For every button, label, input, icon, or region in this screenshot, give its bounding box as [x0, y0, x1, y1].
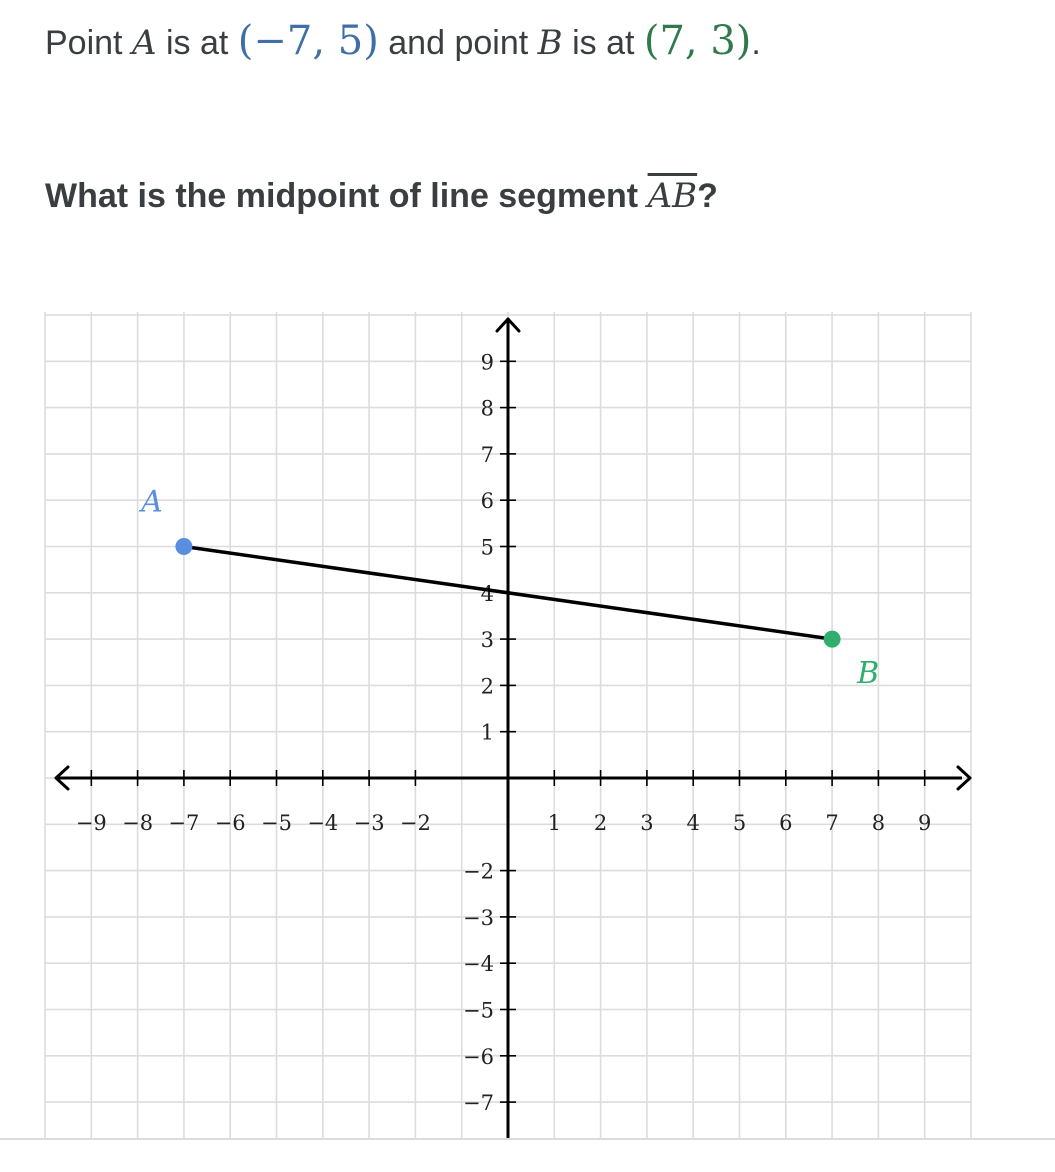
x-tick-label: 1 — [547, 811, 561, 835]
x-tick-label: −7 — [168, 811, 200, 835]
question-text: is at — [156, 24, 238, 62]
x-tick-label: −4 — [307, 811, 339, 835]
question-text: is at — [562, 24, 644, 62]
y-tick-label: −2 — [463, 859, 494, 884]
y-tick-label: 8 — [480, 396, 494, 421]
point-a-name: A — [131, 23, 157, 63]
y-tick-label: 2 — [480, 674, 494, 699]
y-tick-label: −6 — [463, 1044, 494, 1069]
question-text: What is the midpoint of line segment — [45, 177, 648, 215]
x-tick-label: 7 — [825, 811, 839, 835]
x-tick-label: −6 — [214, 811, 246, 835]
x-tick-label: 9 — [918, 811, 932, 835]
y-tick-label: −4 — [463, 952, 494, 977]
question-text: . — [751, 24, 761, 62]
point-b-name: B — [537, 23, 563, 63]
point-b-marker — [824, 631, 841, 648]
x-tick-label: 3 — [640, 811, 654, 835]
y-tick-label: −7 — [463, 1091, 494, 1116]
x-tick-label: 8 — [871, 811, 886, 835]
x-tick-label: −9 — [75, 811, 107, 835]
y-tick-label: 6 — [480, 489, 494, 514]
question-text: ? — [697, 177, 718, 215]
point-b-coordinates: (7, 3) — [643, 18, 752, 64]
x-tick-label: −3 — [353, 811, 385, 835]
point-a-label: A — [141, 484, 163, 520]
y-tick-label: 7 — [480, 442, 494, 467]
question-text: and point — [378, 24, 538, 62]
y-tick-label: −5 — [463, 998, 494, 1023]
x-tick-label: 6 — [779, 811, 793, 835]
y-tick-label: 1 — [480, 720, 494, 745]
point-b-label: B — [857, 656, 880, 692]
x-tick-label: −5 — [261, 811, 292, 835]
x-tick-label: 4 — [686, 811, 700, 835]
x-tick-label: 5 — [732, 811, 747, 835]
x-tick-label: 2 — [593, 811, 608, 835]
x-tick-label: −8 — [122, 811, 154, 835]
x-tick-label: −2 — [399, 811, 431, 835]
question-text: Point — [45, 24, 132, 62]
y-tick-label: 5 — [480, 535, 494, 560]
y-tick-label: 9 — [480, 350, 494, 375]
grid — [0, 312, 1055, 1139]
segment-name: $\overline{AB}$ — [647, 176, 698, 216]
axis-ticks — [76, 350, 932, 1115]
y-tick-label: −3 — [463, 905, 494, 930]
y-tick-label: 3 — [480, 628, 494, 653]
point-a-coordinates: (−7, 5) — [237, 18, 379, 64]
y-tick-label: 4 — [480, 581, 494, 606]
axes — [56, 319, 970, 1138]
point-a-marker — [175, 538, 192, 555]
